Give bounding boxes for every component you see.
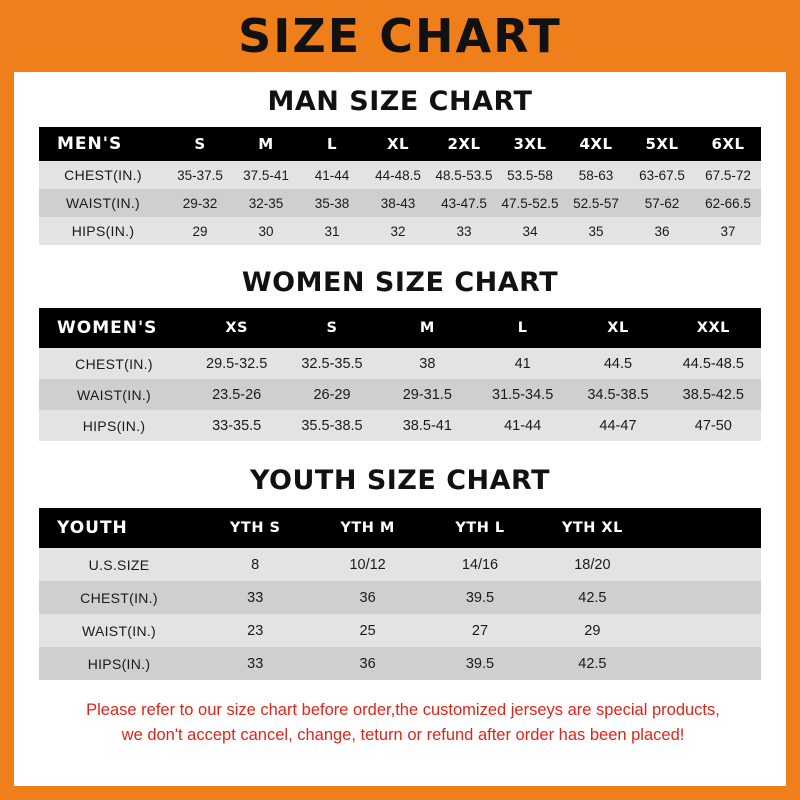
- men-cell-2-8: 37: [695, 217, 761, 245]
- men-cell-1-1: 32-35: [233, 189, 299, 217]
- youth-header-0: YOUTH: [39, 508, 199, 548]
- page-title: SIZE CHART: [238, 9, 562, 63]
- men-cell-0-6: 58-63: [563, 161, 629, 189]
- men-cell-1-7: 57-62: [629, 189, 695, 217]
- men-cell-2-3: 32: [365, 217, 431, 245]
- women-header-3: M: [380, 308, 475, 348]
- men-size-table: [39, 127, 761, 245]
- women-cell-0-5: 44.5-48.5: [666, 348, 761, 379]
- page-banner: [0, 0, 800, 72]
- youth-cell-0-1: 10/12: [311, 548, 423, 581]
- table-row: [39, 581, 761, 614]
- footer-note-line-1: Please refer to our size chart before order,the customized jerseys are special products,: [86, 701, 720, 719]
- women-header-0: WOMEN'S: [39, 308, 189, 348]
- women-size-table: [39, 308, 761, 441]
- youth-cell-1-3: 42.5: [536, 581, 648, 614]
- table-row: [39, 189, 761, 217]
- men-cell-1-6: 52.5-57: [563, 189, 629, 217]
- men-cell-1-8: 62-66.5: [695, 189, 761, 217]
- men-header-8: 5XL: [629, 127, 695, 161]
- men-table-body: [39, 161, 761, 245]
- women-row-label-2: HIPS(IN.): [39, 410, 189, 441]
- women-header-6: XXL: [666, 308, 761, 348]
- youth-cell-2-4: [649, 614, 761, 647]
- section-women: [28, 267, 772, 441]
- youth-row-label-3: HIPS(IN.): [39, 647, 199, 680]
- women-cell-1-4: 34.5-38.5: [570, 379, 665, 410]
- youth-table-head: [39, 508, 761, 548]
- men-row-label-2: HIPS(IN.): [39, 217, 167, 245]
- women-header-2: S: [284, 308, 379, 348]
- women-cell-1-1: 26-29: [284, 379, 379, 410]
- youth-cell-1-4: [649, 581, 761, 614]
- youth-header-5: [649, 508, 761, 548]
- men-header-0: MEN'S: [39, 127, 167, 161]
- women-cell-2-4: 44-47: [570, 410, 665, 441]
- women-table-body: [39, 348, 761, 441]
- youth-cell-1-1: 36: [311, 581, 423, 614]
- section-youth: [28, 465, 772, 680]
- youth-cell-2-3: 29: [536, 614, 648, 647]
- men-header-4: XL: [365, 127, 431, 161]
- men-cell-0-5: 53.5-58: [497, 161, 563, 189]
- men-cell-0-2: 41-44: [299, 161, 365, 189]
- men-header-2: M: [233, 127, 299, 161]
- youth-cell-3-2: 39.5: [424, 647, 536, 680]
- men-cell-0-3: 44-48.5: [365, 161, 431, 189]
- youth-header-2: YTH M: [311, 508, 423, 548]
- women-cell-0-3: 41: [475, 348, 570, 379]
- section-title-youth: YOUTH SIZE CHART: [249, 465, 551, 496]
- men-table-head: [39, 127, 761, 161]
- women-cell-2-1: 35.5-38.5: [284, 410, 379, 441]
- table-row: [39, 379, 761, 410]
- youth-cell-0-0: 8: [199, 548, 311, 581]
- section-title-women: WOMEN SIZE CHART: [241, 267, 559, 298]
- men-cell-1-5: 47.5-52.5: [497, 189, 563, 217]
- women-cell-0-2: 38: [380, 348, 475, 379]
- table-row: [39, 548, 761, 581]
- women-cell-2-0: 33-35.5: [189, 410, 284, 441]
- youth-cell-0-3: 18/20: [536, 548, 648, 581]
- table-header-row: [39, 308, 761, 348]
- men-cell-2-2: 31: [299, 217, 365, 245]
- youth-row-label-0: U.S.SIZE: [39, 548, 199, 581]
- men-cell-2-4: 33: [431, 217, 497, 245]
- women-cell-0-4: 44.5: [570, 348, 665, 379]
- men-cell-0-4: 48.5-53.5: [431, 161, 497, 189]
- youth-row-label-2: WAIST(IN.): [39, 614, 199, 647]
- youth-cell-3-1: 36: [311, 647, 423, 680]
- men-cell-2-5: 34: [497, 217, 563, 245]
- women-cell-0-1: 32.5-35.5: [284, 348, 379, 379]
- table-row: [39, 410, 761, 441]
- youth-header-1: YTH S: [199, 508, 311, 548]
- men-header-9: 6XL: [695, 127, 761, 161]
- table-row: [39, 217, 761, 245]
- women-cell-1-0: 23.5-26: [189, 379, 284, 410]
- women-cell-2-5: 47-50: [666, 410, 761, 441]
- section-man: [28, 86, 772, 245]
- men-cell-0-8: 67.5-72: [695, 161, 761, 189]
- women-header-4: L: [475, 308, 570, 348]
- men-cell-1-3: 38-43: [365, 189, 431, 217]
- women-row-label-0: CHEST(IN.): [39, 348, 189, 379]
- table-header-row: [39, 127, 761, 161]
- men-row-label-1: WAIST(IN.): [39, 189, 167, 217]
- women-row-label-1: WAIST(IN.): [39, 379, 189, 410]
- youth-row-label-1: CHEST(IN.): [39, 581, 199, 614]
- youth-cell-3-3: 42.5: [536, 647, 648, 680]
- chart-content: [14, 86, 786, 748]
- men-header-7: 4XL: [563, 127, 629, 161]
- women-cell-2-2: 38.5-41: [380, 410, 475, 441]
- youth-cell-1-2: 39.5: [424, 581, 536, 614]
- section-title-man: MAN SIZE CHART: [267, 86, 533, 117]
- women-cell-0-0: 29.5-32.5: [189, 348, 284, 379]
- women-header-5: XL: [570, 308, 665, 348]
- youth-cell-3-0: 33: [199, 647, 311, 680]
- table-header-row: [39, 508, 761, 548]
- women-cell-1-5: 38.5-42.5: [666, 379, 761, 410]
- women-header-1: XS: [189, 308, 284, 348]
- women-cell-1-2: 29-31.5: [380, 379, 475, 410]
- youth-table-body: [39, 548, 761, 680]
- men-cell-1-4: 43-47.5: [431, 189, 497, 217]
- youth-cell-0-4: [649, 548, 761, 581]
- women-cell-1-3: 31.5-34.5: [475, 379, 570, 410]
- men-cell-0-0: 35-37.5: [167, 161, 233, 189]
- men-cell-2-6: 35: [563, 217, 629, 245]
- youth-header-4: YTH XL: [536, 508, 648, 548]
- men-header-5: 2XL: [431, 127, 497, 161]
- women-table-head: [39, 308, 761, 348]
- youth-cell-2-0: 23: [199, 614, 311, 647]
- men-cell-0-1: 37.5-41: [233, 161, 299, 189]
- men-cell-1-2: 35-38: [299, 189, 365, 217]
- youth-cell-2-1: 25: [311, 614, 423, 647]
- men-cell-2-7: 36: [629, 217, 695, 245]
- men-cell-1-0: 29-32: [167, 189, 233, 217]
- youth-size-table: [39, 508, 761, 680]
- youth-header-3: YTH L: [424, 508, 536, 548]
- youth-cell-1-0: 33: [199, 581, 311, 614]
- youth-cell-2-2: 27: [424, 614, 536, 647]
- men-row-label-0: CHEST(IN.): [39, 161, 167, 189]
- table-row: [39, 348, 761, 379]
- men-cell-2-0: 29: [167, 217, 233, 245]
- youth-cell-0-2: 14/16: [424, 548, 536, 581]
- men-cell-0-7: 63-67.5: [629, 161, 695, 189]
- footer-note: [28, 698, 778, 748]
- footer-note-line-2: we don't accept cancel, change, teturn or refund after order has been placed!: [121, 725, 685, 744]
- youth-cell-3-4: [649, 647, 761, 680]
- men-header-3: L: [299, 127, 365, 161]
- men-header-1: S: [167, 127, 233, 161]
- men-cell-2-1: 30: [233, 217, 299, 245]
- table-row: [39, 161, 761, 189]
- table-row: [39, 647, 761, 680]
- table-row: [39, 614, 761, 647]
- men-header-6: 3XL: [497, 127, 563, 161]
- women-cell-2-3: 41-44: [475, 410, 570, 441]
